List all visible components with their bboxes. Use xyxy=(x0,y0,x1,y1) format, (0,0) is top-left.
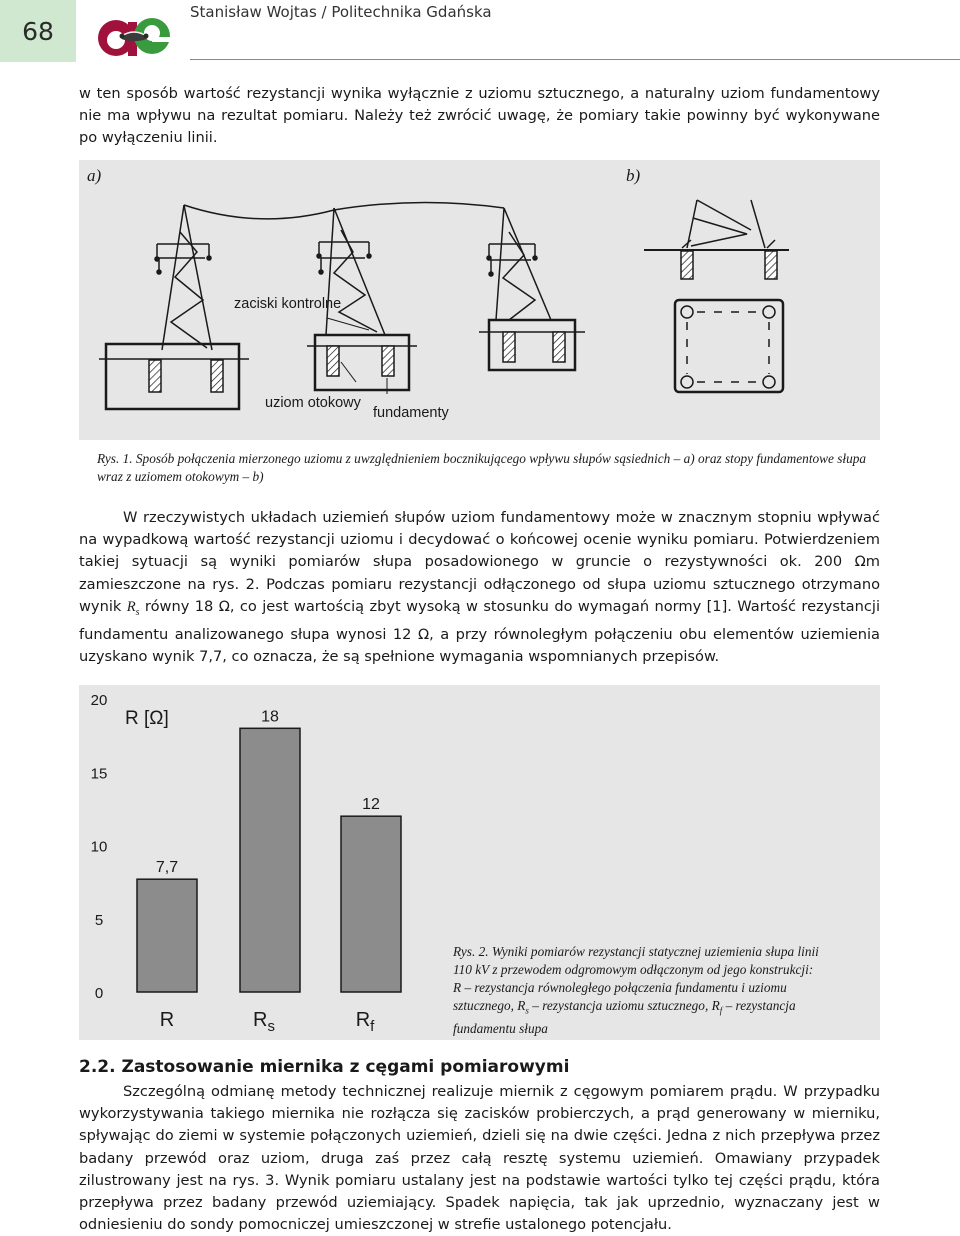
section-title: 2.2. Zastosowanie miernika z cęgami pomiarowymi xyxy=(79,1057,570,1077)
y-tick-label: 15 xyxy=(90,765,108,783)
bar-r xyxy=(137,879,197,992)
journal-logo xyxy=(92,2,178,64)
section-paragraph: Szczególną odmianę metody technicznej realizuje miernik z cęgowym pomiarem prądu. W przypadku wykorzystywania takiego miernika nie rozłącza się zacisków probierczych, a prąd generowany w mierniku, spływając do ziemi w systemie połączonych uziemień, dzieli się na dwie części. Jedna z nich przepływa przez badany przewód oraz uziom, druga zaś przez całą resztę systemu uziemień. Omawiany przypadek zilustrowany jest na rys. 3. Wynik pomiaru ustalany jest na podstawie wartości tylko tej części prądu, która przepływa przez badany przewód uziemiający. Spadek napięcia, tak jak uprzednio, wyznaczany jest w odniesieniu do sondy pomocniczej umieszczonej w strefie ustalonego potencjału. xyxy=(79,1083,880,1234)
tower-3 xyxy=(479,208,585,370)
caption-part-4: – rezystancja fundamentu słupa xyxy=(453,998,796,1036)
running-head: Stanisław Wojtas / Politechnika Gdańska xyxy=(190,3,492,21)
caption-part-1: Rys. 2. Wyniki pomiarów rezystancji statycznej uziemienia słupa linii 110 kV z przewodem odgromowym odłączonym od jego konstrukcji: xyxy=(453,944,819,977)
y-tick-label: 20 xyxy=(90,692,108,709)
caption-symbol-rf: R xyxy=(711,998,720,1013)
category-label: R xyxy=(159,1009,175,1031)
caption-symbol-rs-sub: s xyxy=(525,1005,529,1016)
symbol-rs-sub: s xyxy=(135,606,140,618)
caption-symbol-rf-sub: f xyxy=(719,1005,723,1016)
paragraph-1: w ten sposób wartość rezystancji wynika wyłącznie z uziomu sztucznego, a naturalny uziom fundamentowy nie ma wpływu na rezultat pomiaru. Należy też zwrócić uwagę, że pomiary takie powinny być wykonywane po wyłączeniu linii. xyxy=(79,85,880,147)
figure-1-label-b: b) xyxy=(626,166,641,185)
figure-2-caption xyxy=(453,943,823,1038)
tower-base-b xyxy=(644,200,789,392)
caption-part-3: – rezystancja uziomu sztucznego, xyxy=(528,998,712,1013)
page-number: 68 xyxy=(0,0,76,62)
bar-value-label: 7,7 xyxy=(155,859,179,877)
label-foundations: fundamenty xyxy=(373,405,449,421)
header-rule xyxy=(190,59,960,60)
figure-1-drawing xyxy=(79,160,880,440)
paragraph-2-part-1: W rzeczywistych układach uziemień słupów uziom fundamentowy może w znacznym stopniu wpływać na wypadkową wartość rezystancji uziomu i decydować o końcowej ocenie wyniku pomiaru. Potwierdzeniem takiej sytuacji są wyniki pomiarów słupa posadowionego w gruncie o rezystywności ok. 200 Ωm zamieszczone na rys. 2. Podczas pomiaru rezystancji odłączonego od słupa uziomu sztucznego otrzymano wynik xyxy=(79,509,880,615)
bar-rf xyxy=(341,816,401,992)
label-control-clamps: zaciski kontrolne xyxy=(234,296,342,312)
paragraph-2-part-2: równy 18 Ω, co jest wartością zbyt wysoką w stosunku do wymagań normy [1]. Wartość rezystancji fundamentu analizowanego słupa wynosi 12 Ω, a przy równoległym połączeniu obu elementów uziemienia uzyskano wynik 7,7, co oznacza, że są spełnione wymagania wspomnianych przepisów. xyxy=(79,597,881,666)
figure-1-label-a: a) xyxy=(87,166,102,185)
y-tick-label: 10 xyxy=(90,838,108,856)
label-ring-earth: uziom otokowy xyxy=(265,395,361,411)
caption-part-2: – rezystancja równoległego połączenia fundamentu i uziomu sztucznego, xyxy=(453,980,787,1013)
bar-value-label: 12 xyxy=(362,796,380,814)
category-label: $R_f$ xyxy=(355,1009,375,1035)
symbol-rs: R xyxy=(126,598,136,615)
caption-symbol-rs: R xyxy=(517,998,526,1013)
figure-1 xyxy=(79,160,880,440)
paragraph-2 xyxy=(79,507,880,668)
y-tick-label: 0 xyxy=(94,985,104,1002)
bar-rs xyxy=(240,728,300,992)
y-tick-label: 5 xyxy=(94,911,104,929)
caption-symbol-r: R xyxy=(453,980,462,995)
bar-chart xyxy=(79,685,449,1040)
tower-1 xyxy=(99,205,249,409)
figure-2 xyxy=(79,685,880,1040)
category-label: $R_s$ xyxy=(253,1009,275,1035)
figure-1-caption: Rys. 1. Sposób połączenia mierzonego uziomu z uwzględnieniem bocznikującego wpływu słupów sąsiednich – a) oraz stopy fundamentowe słupa wraz z uziomem otokowym – b) xyxy=(97,451,867,484)
bar-value-label: 18 xyxy=(261,708,279,726)
y-axis-label: R [Ω] xyxy=(125,708,169,729)
